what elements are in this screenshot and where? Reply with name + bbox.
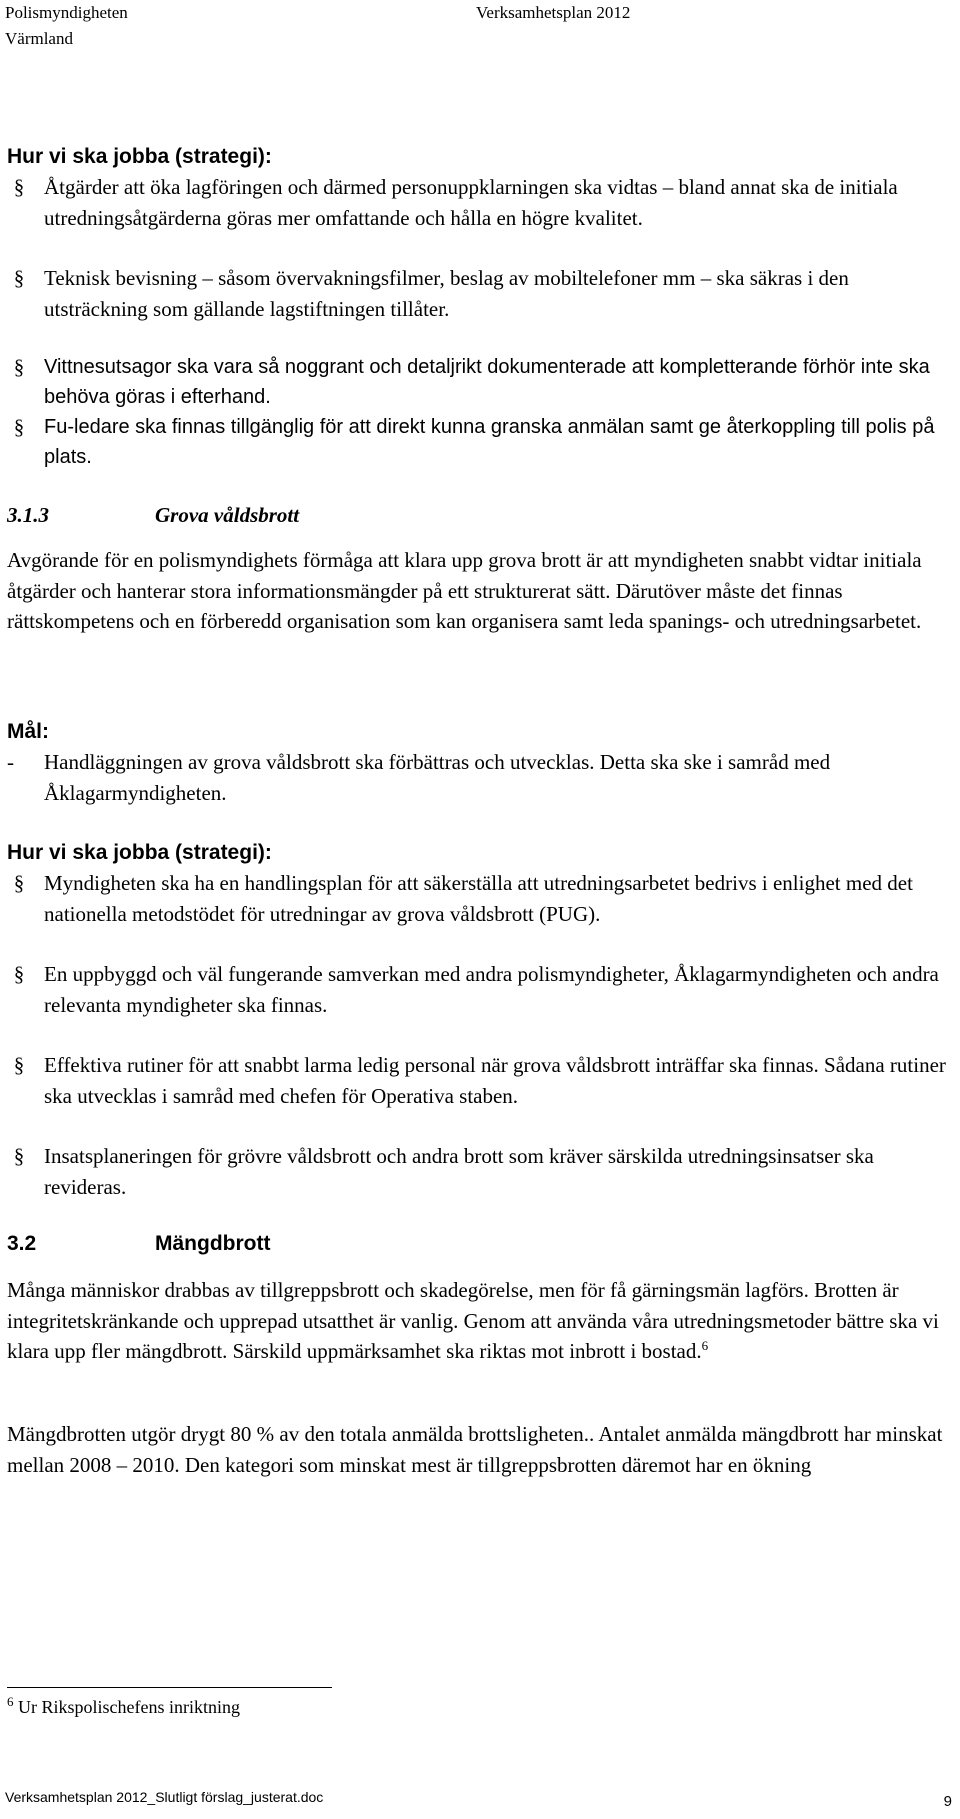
section-sign-bullet-icon: § xyxy=(13,355,25,379)
mangdbrott-paragraph-1 xyxy=(7,1275,947,1367)
strategy-bullet-2 xyxy=(7,263,947,324)
section-sign-bullet-icon: § xyxy=(13,962,25,986)
strategy-bullet-7 xyxy=(7,1050,947,1111)
footnote-number: 6 xyxy=(7,1694,14,1709)
bullet-text: Insatsplaneringen för grövre våldsbrott och andra brott som kräver särskilda utredningsinsatser ska revideras. xyxy=(44,1144,874,1199)
bullet-text: Vittnesutsagor ska vara så noggrant och detaljrikt dokumenterade att kompletterande förhör inte ska behöva göras i efterhand. xyxy=(44,356,930,408)
section-sign-bullet-icon: § xyxy=(13,1144,25,1168)
section-title: Mängdbrott xyxy=(155,1232,271,1255)
strategy-bullet-6 xyxy=(7,959,947,1020)
bullet-text: Teknisk bevisning – såsom övervakningsfilmer, beslag av mobiltelefoner mm – ska säkras i den utsträckning som gällande lagstiftningen tillåter. xyxy=(44,266,849,321)
section-sign-bullet-icon: § xyxy=(13,266,25,290)
bullet-text: Effektiva rutiner för att snabbt larma ledig personal när grova våldsbrott inträffar ska finnas. Sådana rutiner ska utvecklas i samråd med chefen för Operativa staben. xyxy=(44,1053,946,1108)
footnote-text: Ur Rikspolischefens inriktning xyxy=(18,1697,240,1717)
strategy-heading: Hur vi ska jobba (strategi): xyxy=(7,145,272,168)
section-number: 3.1.3 xyxy=(7,503,49,527)
bullet-text: En uppbyggd och väl fungerande samverkan med andra polismyndigheter, Åklagarmyndigheten och andra relevanta myndigheter ska finnas. xyxy=(44,962,939,1017)
footnote-reference: 6 xyxy=(701,1338,709,1353)
goal-item-1 xyxy=(7,747,947,808)
section-sign-bullet-icon: § xyxy=(13,871,25,895)
section-title: Grova våldsbrott xyxy=(155,503,300,527)
strategy-heading-2: Hur vi ska jobba (strategi): xyxy=(7,841,272,864)
footer-page-number: 9 xyxy=(943,1793,952,1810)
strategy-bullet-8 xyxy=(7,1141,947,1202)
section-intro-paragraph: Avgörande för en polismyndighets förmåga att klara upp grova brott är att myndigheten snabbt vidtar initiala åtgärder och hanterar stora informationsmängder på ett strukturerat sätt. Därutöver måste det finnas rättskompetens och en förberedd organisation som kan organisera samt leda spanings- och utredningsarbetet. xyxy=(7,548,922,633)
mangdbrott-paragraph-2: Mängdbrotten utgör drygt 80 % av den totala anmälda brottsligheten.. Antalet anmälda mängdbrott har minskat mellan 2008 – 2010. Den kategori som minskat mest är tillgreppsbrotten däremot har en ökning xyxy=(7,1422,943,1477)
header-region: Värmland xyxy=(5,29,73,48)
footnote-separator xyxy=(7,1687,332,1688)
strategy-bullet-4 xyxy=(7,412,947,472)
header-organization xyxy=(5,0,128,52)
bullet-text: Myndigheten ska ha en handlingsplan för att säkerställa att utredningsarbetet bedrivs i enlighet med det nationella metodstödet för utredningar av grova våldsbrott (PUG). xyxy=(44,871,913,926)
paragraph-text: Många människor drabbas av tillgreppsbrott och skadegörelse, men för få gärningsmän lagförs. Brotten är integritetskränkande och upprepad utsatthet är vanlig. Genom att använda våra utredningsmetoder bättre ska vi klara upp fler mängdbrott. Särskild uppmärksamhet ska riktas mot inbrott i bostad. xyxy=(7,1278,939,1363)
header-document-title: Verksamhetsplan 2012 xyxy=(476,3,631,22)
section-sign-bullet-icon: § xyxy=(13,415,25,439)
goal-text: Handläggningen av grova våldsbrott ska förbättras och utvecklas. Detta ska ske i samråd med Åklagarmyndigheten. xyxy=(44,750,831,805)
section-sign-bullet-icon: § xyxy=(13,1053,25,1077)
strategy-bullet-3 xyxy=(7,352,947,412)
bullet-text: Åtgärder att öka lagföringen och därmed personuppklarningen ska vidtas – bland annat ska de initiala utredningsåtgärderna göras mer omfattande och hålla en högre kvalitet. xyxy=(44,175,898,230)
goal-heading: Mål: xyxy=(7,720,49,743)
header-org-name: Polismyndigheten xyxy=(5,3,128,22)
bullet-text: Fu-ledare ska finnas tillgänglig för att direkt kunna granska anmälan samt ge återkoppling till polis på plats. xyxy=(44,416,935,468)
section-sign-bullet-icon: § xyxy=(13,175,25,199)
footnote xyxy=(7,1694,240,1720)
strategy-bullet-1 xyxy=(7,172,947,233)
strategy-bullet-5 xyxy=(7,868,947,929)
section-number: 3.2 xyxy=(7,1232,37,1255)
footer-filename: Verksamhetsplan 2012_Slutligt förslag_justerat.doc xyxy=(5,1789,324,1805)
dash-bullet: - xyxy=(7,750,14,774)
